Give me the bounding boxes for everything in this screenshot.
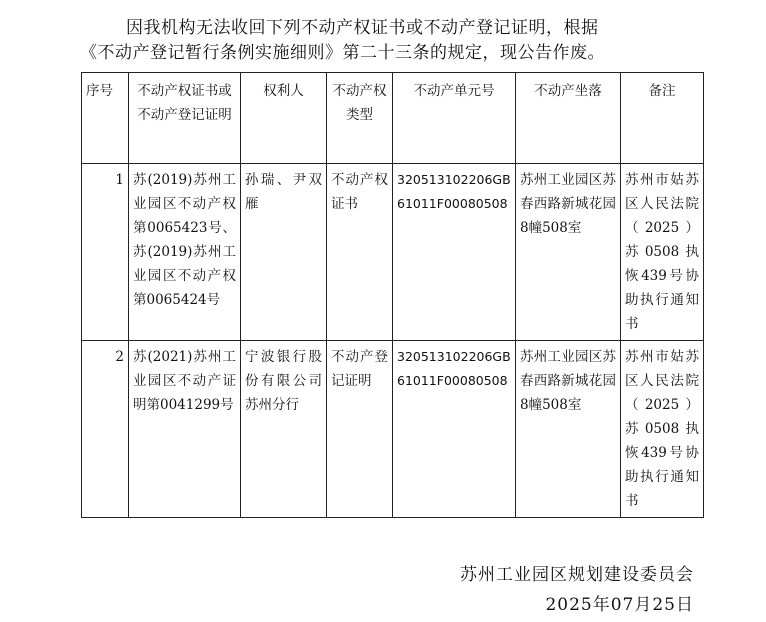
void-certificate-table	[81, 72, 704, 518]
row-owner: 宁波银行股份有限公司苏州分行	[241, 341, 327, 518]
row-owner: 孙瑞、尹双雁	[241, 164, 327, 341]
issue-date: 2025年07月25日	[545, 595, 694, 615]
row-type: 不动产权证书	[327, 164, 393, 341]
header-unit: 不动产单元号	[393, 73, 516, 164]
header-cert: 不动产权证书或不动产登记证明	[129, 73, 241, 164]
issuer-name: 苏州工业园区规划建设委员会	[460, 565, 694, 585]
intro-line-2: 《不动产登记暂行条例实施细则》第二十三条的规定，现公告作废。	[80, 43, 605, 63]
row-location: 苏州工业园区苏春西路新城花园8幢508室	[516, 164, 621, 341]
row-note: 苏州市姑苏区人民法院（2025）苏0508执恢439号协助执行通知书	[621, 164, 704, 341]
row-note: 苏州市姑苏区人民法院（2025）苏0508执恢439号协助执行通知书	[621, 341, 704, 518]
row-unit: 320513102206GB61011F00080508	[393, 341, 516, 518]
intro-line-1: 因我机构无法收回下列不动产权证书或不动产登记证明，根据	[126, 18, 599, 38]
header-type: 不动产权类型	[327, 73, 393, 164]
header-no: 序号	[82, 73, 129, 164]
header-owner: 权利人	[241, 73, 327, 164]
table-row	[82, 341, 704, 518]
row-no: 1	[82, 164, 129, 341]
row-location: 苏州工业园区苏春西路新城花园8幢508室	[516, 341, 621, 518]
header-note: 备注	[621, 73, 704, 164]
header-location: 不动产坐落	[516, 73, 621, 164]
table-header-row	[82, 73, 704, 164]
table-row	[82, 164, 704, 341]
row-no: 2	[82, 341, 129, 518]
row-cert: 苏(2019)苏州工业园区不动产权第0065423号、苏(2019)苏州工业园区不动产权第0065424号	[129, 164, 241, 341]
row-type: 不动产登记证明	[327, 341, 393, 518]
row-unit: 320513102206GB61011F00080508	[393, 164, 516, 341]
row-cert: 苏(2021)苏州工业园区不动产证明第0041299号	[129, 341, 241, 518]
